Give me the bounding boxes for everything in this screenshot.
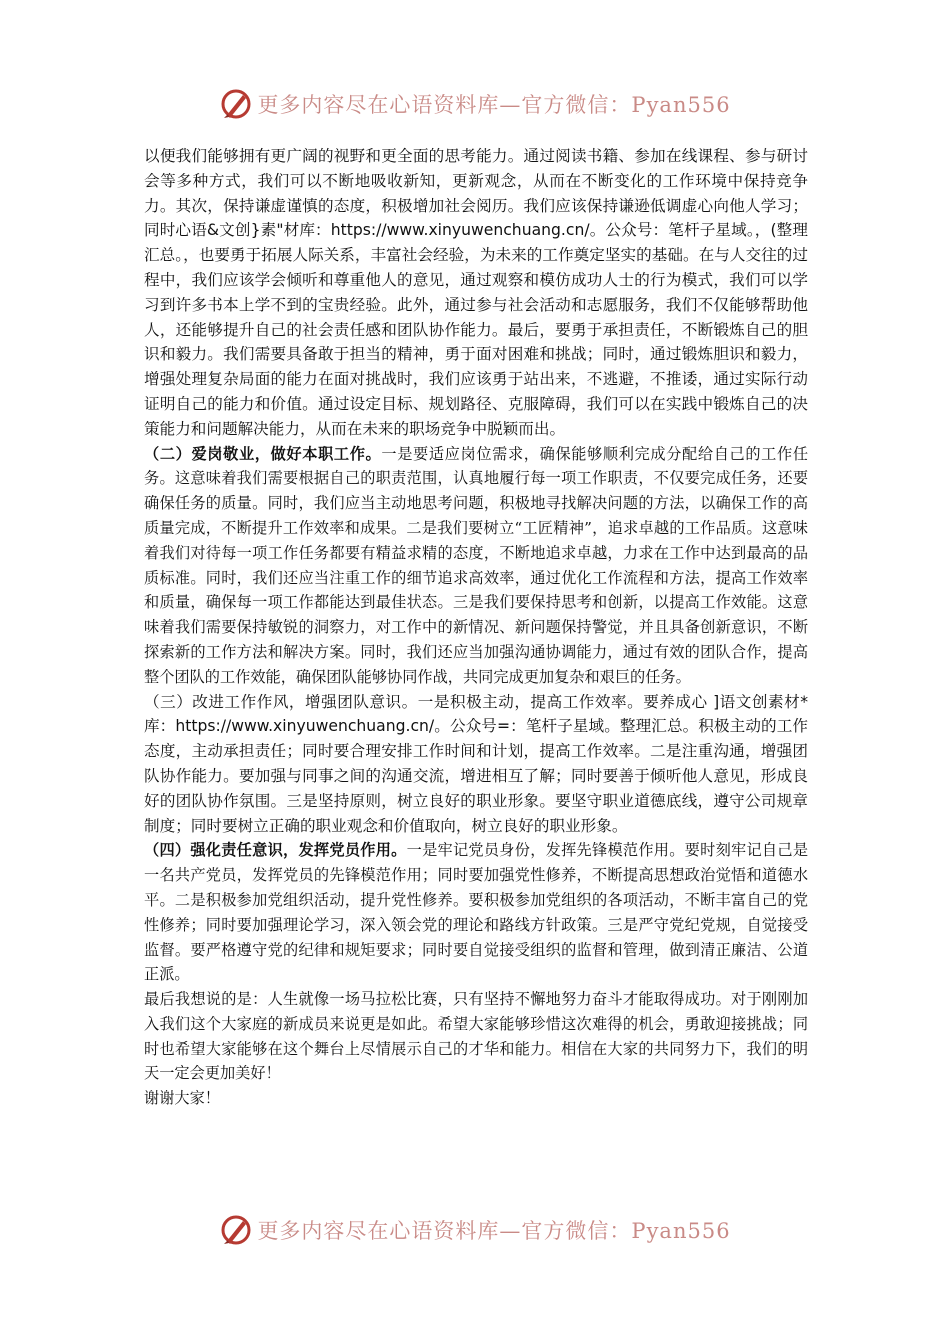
closing-thanks: 谢谢大家！ (144, 1089, 220, 1108)
pen-circle-icon (219, 87, 253, 121)
paragraph-1: 以便我们能够拥有更广阔的视野和更全面的思考能力。通过阅读书籍、参加在线课程、参与研讨会等多种方式，我们可以不断地吸收新知，更新观念，从而在不断变化的工作环境中保持竞争力。其次，保持谦虚谨慎的态度，积极增加社会阅历。我们应该保持谦逊低调虚心向他人学习；同时心语&文创}素"材库：https://www.xinyuwenchuang.cn/。公众号：笔杆子星域。，(整理汇总。，也要勇于拓展人际关系，丰富社会经验，为未来的工作奠定坚实的基础。在与人交往的过程中，我们应该学会倾听和尊重他人的意见，通过观察和模仿成功人士的行为模式，我们可以学习到许多书本上学不到的宝贵经验。此外，通过参与社会活动和志愿服务，我们不仅能够帮助他人，还能够提升自己的社会责任感和团队协作能力。最后，要勇于承担责任，不断锻炼自己的胆识和毅力。我们需要具备敢于担当的精神，勇于面对困难和挑战；同时，通过锻炼胆识和毅力，增强处理复杂局面的能力在面对挑战时，我们应该勇于站出来，不逃避，不推诿，通过实际行动证明自己的能力和价值。通过设定目标、规划路径、克服障碍，我们可以在实践中锻炼自己的决策能力和问题解决能力，从而在未来的职场竞争中脱颖而出。 (144, 147, 808, 438)
paragraph-3: （三）改进工作作风，增强团队意识。一是积极主动，提高工作效率。要养成心 ]语文创素材*库：https://www.xinyuwenchuang.cn/。公众号=：笔杆子星域。整理汇总。积极主动的工作态度，主动承担责任；同时要合理安排工作时间和计划，提高工作效率。二是注重沟通，增强团队协作能力。要加强与同事之间的沟通交流，增进相互了解；同时要善于倾听他人意见，形成良好的团队协作氛围。三是坚持原则，树立良好的职业形象。要坚守职业道德底线，遵守公司规章制度；同时要树立正确的职业观念和价值取向，树立良好的职业形象。 (144, 692, 808, 835)
paragraph-5: 最后我想说的是：人生就像一场马拉松比赛，只有坚持不懈地努力奋斗才能取得成功。对于刚刚加入我们这个大家庭的新成员来说更是如此。希望大家能够珍惜这次难得的机会，勇敢迎接挑战；同时也希望大家能够在这个舞台上尽情展示自己的才华和能力。相信在大家的共同努力下，我们的明天一定会更加美好！ (144, 990, 808, 1083)
banner-text: 更多内容尽在心语资料库—官方微信：Pyan556 (257, 93, 731, 117)
paragraph-4-body: 一是牢记党员身份，发挥先锋模范作用。要时刻牢记自己是一名共产党员，发挥党员的先锋模范作用；同时要加强党性修养，不断提高思想政治觉悟和道德水平。二是积极参加党组织活动，提升党性修养。要积极参加党组织的各项活动，不断丰富自己的党性修养；同时要加强理论学习，深入领会党的理论和路线方针政策。三是严守党纪党规，自觉接受监督。要严格遵守党的纪律和规矩要求；同时要自觉接受组织的监督和管理，做到清正廉洁、公道正派。 (144, 841, 809, 984)
banner-text: 更多内容尽在心语资料库—官方微信：Pyan556 (257, 1219, 731, 1243)
footer-banner (0, 1210, 950, 1250)
document-body (144, 144, 808, 1111)
paragraph-4 (144, 838, 808, 987)
pen-circle-icon (219, 1213, 253, 1247)
header-banner (0, 84, 950, 124)
paragraph-2-body: 一是要适应岗位需求，确保能够顺利完成分配给自己的工作任务。这意味着我们需要根据自己的职责范围，认真地履行每一项工作职责，不仅要完成任务，还要确保任务的质量。同时，我们应当主动地思考问题，积极地寻找解决问题的方法，以确保工作的高质量完成，不断提升工作效率和成果。二是我们要树立“工匠精神”，追求卓越的工作品质。这意味着我们对待每一项工作任务都要有精益求精的态度，不断地追求卓越，力求在工作中达到最高的品质标准。同时，我们还应当注重工作的细节追求高效率，通过优化工作流程和方法，提高工作效率和质量，确保每一项工作都能达到最佳状态。三是我们要保持思考和创新，以提高工作效能。这意味着我们需要保持敏锐的洞察力，对工作中的新情况、新问题保持警觉，并且具备创新意识，不断探索新的工作方法和解决方案。同时，我们还应当加强沟通协调能力，通过有效的团队合作，提高整个团队的工作效能，确保团队能够协同作战，共同完成更加复杂和艰巨的任务。 (144, 444, 809, 686)
section-heading-4: （四）强化责任意识，发挥党员作用。 (144, 841, 407, 860)
section-heading-2: （二）爱岗敬业，做好本职工作。 (144, 444, 382, 463)
paragraph-2 (144, 442, 808, 690)
